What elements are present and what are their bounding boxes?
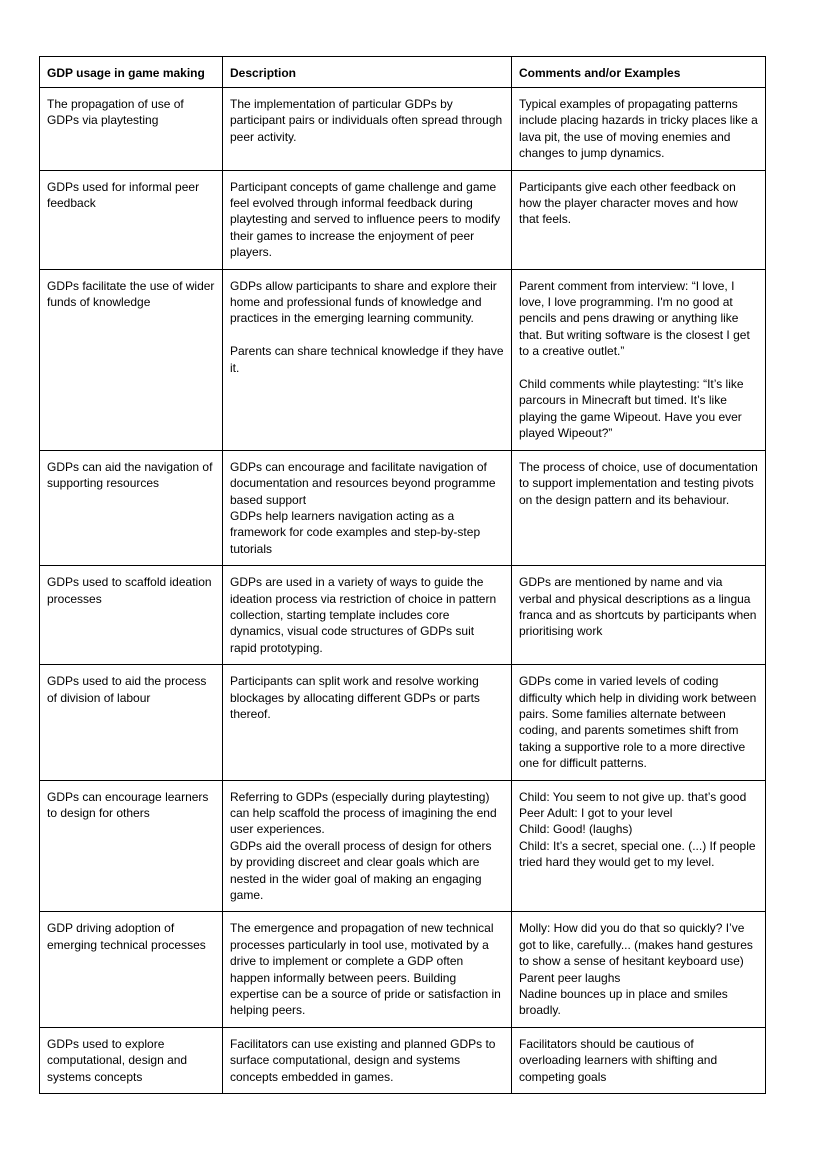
- description-text: Participant concepts of game challenge and game feel evolved through informal feedback during playtesting and served to influence peers to modify their games to increase the enjoyment of peer players.: [230, 179, 501, 260]
- comments-text: Parent peer laughs: [519, 970, 621, 985]
- table-row: [40, 88, 766, 171]
- comments-cell: [512, 1027, 766, 1093]
- comments-text: The process of choice, use of documentation to support implementation and testing pivots on the design pattern and its behaviour.: [519, 459, 758, 507]
- description-text: GDPs aid the overall process of design for others by providing discreet and clear goals which are nested in the wider goal of making an engaging game.: [230, 838, 492, 903]
- description-text: Parents can share technical knowledge if they have it.: [230, 344, 504, 375]
- comments-text: Child: It’s a secret, special one. (...) If people tried hard they would get to my level.: [519, 838, 756, 870]
- comments-text: Molly: How did you do that so quickly? I’ve got to like, carefully... (makes hand gestures to show a sense of hesitant keyboard use): [519, 921, 753, 969]
- description-cell: [223, 912, 512, 1027]
- comments-text: Typical examples of propagating patterns include placing hazards in tricky places like a lava pit, the use of moving enemies and changes to jump dynamics.: [519, 97, 758, 161]
- header-description: Description: [223, 57, 512, 88]
- usage-cell: GDPs used to scaffold ideation processes: [40, 566, 223, 665]
- description-text: Referring to GDPs (especially during playtesting) can help scaffold the process of imagining the end user experiences.: [230, 789, 497, 837]
- comments-text: Participants give each other feedback on how the player character moves and how that feels.: [519, 179, 738, 227]
- description-cell: [223, 780, 512, 912]
- usage-cell: GDP driving adoption of emerging technical processes: [40, 912, 223, 1027]
- gdp-usage-table: [39, 56, 766, 1094]
- header-comments: Comments and/or Examples: [512, 57, 766, 88]
- usage-cell: GDPs used to aid the process of division of labour: [40, 665, 223, 780]
- comments-cell: [512, 170, 766, 269]
- description-text: Facilitators can use existing and planned GDPs to surface computational, design and systems concepts embedded in games.: [230, 1036, 496, 1084]
- table-row: [40, 269, 766, 450]
- comments-text: GDPs come in varied levels of coding difficulty which help in dividing work between pairs. Some families alternate between coding, and parents sometimes shift from taking a supportive role to a more directive one for difficult patterns.: [519, 674, 757, 771]
- comments-cell: [512, 912, 766, 1027]
- table-row: [40, 912, 766, 1027]
- comments-cell: [512, 780, 766, 912]
- header-row: [40, 57, 766, 88]
- description-text: Participants can split work and resolve working blockages by allocating different GDPs or parts thereof.: [230, 674, 480, 721]
- comments-cell: [512, 665, 766, 780]
- description-cell: [223, 450, 512, 565]
- usage-cell: GDPs can aid the navigation of supporting resources: [40, 450, 223, 565]
- usage-cell: GDPs used to explore computational, design and systems concepts: [40, 1027, 223, 1093]
- table-body: [40, 88, 766, 1094]
- comments-text: Nadine bounces up in place and smiles broadly.: [519, 987, 728, 1018]
- comments-text: Child: You seem to not give up. that’s good: [519, 789, 747, 804]
- comments-text: Parent comment from interview: “I love, I love, I love programming. I'm no good at pencils and pens drawing or anything like that. But writing software is the closest I get to a creative outlet.”: [519, 278, 750, 359]
- table-row: [40, 450, 766, 565]
- description-text: The implementation of particular GDPs by participant pairs or individuals often spread through peer activity.: [230, 97, 503, 144]
- table-row: [40, 780, 766, 912]
- table-row: [40, 1027, 766, 1093]
- description-cell: [223, 88, 512, 171]
- comments-cell: [512, 566, 766, 665]
- usage-cell: GDPs can encourage learners to design for others: [40, 780, 223, 912]
- comments-text: Peer Adult: I got to your level: [519, 806, 673, 821]
- comments-cell: [512, 88, 766, 171]
- comments-text: Child: Good! (laughs): [519, 822, 633, 837]
- description-cell: [223, 1027, 512, 1093]
- comments-text: Child comments while playtesting: “It’s like parcours in Minecraft but timed. It’s like playing the game Wipeout. Have you ever played Wipeout?”: [519, 377, 744, 441]
- usage-cell: GDPs used for informal peer feedback: [40, 170, 223, 269]
- usage-cell: The propagation of use of GDPs via playtesting: [40, 88, 223, 171]
- comments-cell: [512, 450, 766, 565]
- description-text: GDPs allow participants to share and explore their home and professional funds of knowledge and practices in the emerging learning community.: [230, 278, 497, 326]
- description-cell: [223, 170, 512, 269]
- description-text: The emergence and propagation of new technical processes particularly in tool use, motivated by a drive to implement or complete a GDP often happen informally between peers. Building expertise can be a source of pride or satisfaction in helping peers.: [230, 921, 501, 1018]
- table-row: [40, 665, 766, 780]
- comments-cell: [512, 269, 766, 450]
- description-cell: [223, 665, 512, 780]
- description-text: GDPs can encourage and facilitate navigation of documentation and resources beyond programme based support: [230, 459, 496, 507]
- description-text: GDPs are used in a variety of ways to guide the ideation process via restriction of choice in pattern collection, starting template includes core dynamics, visual code structures of GDPs suit rapid prototyping.: [230, 575, 497, 655]
- comments-text: Facilitators should be cautious of overloading learners with shifting and competing goals: [519, 1036, 718, 1084]
- table-row: [40, 566, 766, 665]
- table-header: [40, 57, 766, 88]
- comments-text: GDPs are mentioned by name and via verbal and physical descriptions as a lingua franca and as shortcuts by participants when prioritising work: [519, 575, 757, 639]
- description-cell: [223, 566, 512, 665]
- description-text: GDPs help learners navigation acting as a framework for code examples and step-by-step tutorials: [230, 508, 481, 556]
- usage-cell: GDPs facilitate the use of wider funds of knowledge: [40, 269, 223, 450]
- table-row: [40, 170, 766, 269]
- header-usage: GDP usage in game making: [40, 57, 223, 88]
- description-cell: [223, 269, 512, 450]
